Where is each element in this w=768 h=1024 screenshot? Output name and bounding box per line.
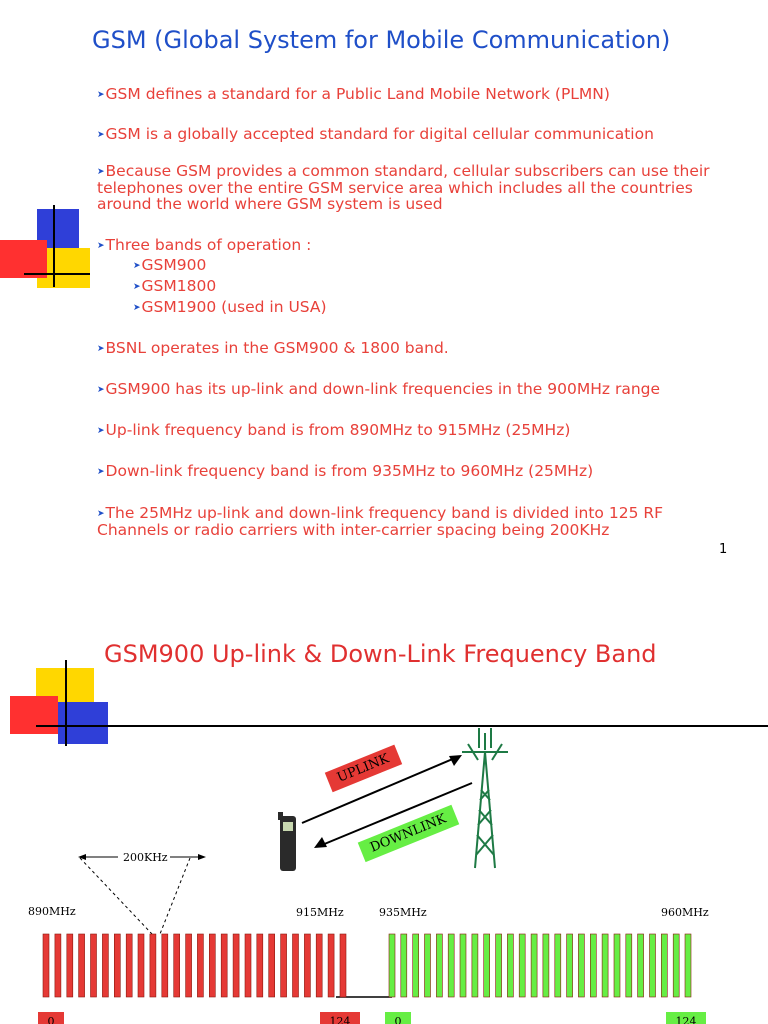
downlink-channel-bar [614,934,620,997]
downlink-label: DOWNLINK [358,805,459,862]
downlink-channel-bar [555,934,561,997]
uplink-channel-bar [328,934,334,997]
downlink-channel-bar [602,934,608,997]
bullet-item: ➤Because GSM provides a common standard, cellular subscribers can use their telephones over the entire GSM service area which includes all the countries around the world where GSM system is used [97,162,710,213]
uplink-channel-bar [304,934,310,997]
slide-2 [0,600,768,1024]
downlink-channel-first: 0 [385,1012,411,1024]
uplink-channel-bar [43,934,49,997]
bullet-item: ➤The 25MHz up-link and down-link frequency band is divided into 125 RF Channels or radio carriers with inter-carrier spacing being 200KHz [97,504,664,539]
bullet-item: ➤GSM defines a standard for a Public Land Mobile Network (PLMN) [97,85,610,103]
arrow-bullet-icon: ➤ [97,90,105,100]
downlink-channel-bar [425,934,431,997]
downlink-channel-bar [507,934,513,997]
uplink-channel-bar [293,934,299,997]
downlink-end-freq: 960MHz [661,906,709,919]
arrow-bullet-icon: ➤ [97,385,105,395]
uplink-channel-bar [126,934,132,997]
uplink-channel-bar [257,934,263,997]
slide-title: GSM (Global System for Mobile Communication) [92,26,671,54]
downlink-channel-bar [590,934,596,997]
arrow-bullet-icon: ➤ [97,130,105,140]
downlink-channel-bar [543,934,549,997]
uplink-channel-bar [269,934,275,997]
bullet-item: ➤Three bands of operation : [97,236,312,254]
downlink-channel-bar [578,934,584,997]
arrow-bullet-icon: ➤ [133,282,141,292]
uplink-channel-bar [281,934,287,997]
uplink-channel-bar [174,934,180,997]
downlink-channel-bar [460,934,466,997]
page-number: 1 [719,542,728,557]
downlink-channel-bar [531,934,537,997]
bullet-item: ➤Down-link frequency band is from 935MHz to 960MHz (25MHz) [97,462,594,480]
spacing-indicator [78,854,206,934]
bullet-item: ➤BSNL operates in the GSM900 & 1800 band. [97,339,449,357]
uplink-channel-bar [221,934,227,997]
uplink-channel-bar [150,934,156,997]
uplink-label: UPLINK [325,745,402,792]
downlink-channel-bar [638,934,644,997]
link-diagram [0,600,768,1024]
uplink-channel-bar [114,934,120,997]
uplink-channel-bar [55,934,61,997]
arrow-bullet-icon: ➤ [97,167,105,177]
downlink-start-freq: 935MHz [379,906,427,919]
downlink-channel-bar [389,934,395,997]
downlink-channel-bar [401,934,407,997]
uplink-channel-bars [43,934,346,997]
sub-bullet-item: ➤GSM1800 [133,277,217,295]
arrow-bullet-icon: ➤ [97,241,105,251]
tower-icon [462,728,508,868]
downlink-channel-bar [448,934,454,997]
uplink-channel-bar [79,934,85,997]
uplink-start-freq: 890MHz [28,905,76,918]
arrow-bullet-icon: ➤ [133,261,141,271]
downlink-channel-bar [650,934,656,997]
uplink-channel-bar [67,934,73,997]
downlink-channel-bar [661,934,667,997]
uplink-channel-bar [186,934,192,997]
uplink-channel-bar [209,934,215,997]
bullet-item: ➤Up-link frequency band is from 890MHz to 915MHz (25MHz) [97,421,571,439]
uplink-end-freq: 915MHz [296,906,344,919]
downlink-channel-bar [413,934,419,997]
downlink-channel-bar [496,934,502,997]
downlink-channel-last: 124 [666,1012,706,1024]
uplink-channel-bar [102,934,108,997]
spacing-label: 200KHz [123,851,168,864]
bullet-item: ➤GSM is a globally accepted standard for digital cellular communication [97,125,654,143]
downlink-channel-bar [673,934,679,997]
uplink-channel-bar [245,934,251,997]
downlink-channel-bar [685,934,691,997]
uplink-channel-bar [197,934,203,997]
uplink-channel-bar [162,934,168,997]
arrow-bullet-icon: ➤ [133,303,141,313]
downlink-channel-bar [472,934,478,997]
arrow-bullet-icon: ➤ [97,467,105,477]
sub-bullet-item: ➤GSM1900 (used in USA) [133,298,327,316]
downlink-channel-bars [389,934,691,997]
downlink-channel-bar [519,934,525,997]
slide-title: GSM900 Up-link & Down-Link Frequency Band [104,640,657,668]
sub-bullet-item: ➤GSM900 [133,256,207,274]
arrow-bullet-icon: ➤ [97,509,105,519]
downlink-channel-bar [567,934,573,997]
downlink-channel-bar [436,934,442,997]
uplink-channel-bar [340,934,346,997]
uplink-channel-bar [233,934,239,997]
downlink-channel-bar [484,934,490,997]
uplink-channel-bar [138,934,144,997]
uplink-channel-first: 0 [38,1012,64,1024]
arrow-bullet-icon: ➤ [97,426,105,436]
uplink-channel-bar [316,934,322,997]
bullet-item: ➤GSM900 has its up-link and down-link frequencies in the 900MHz range [97,380,661,398]
downlink-channel-bar [626,934,632,997]
uplink-channel-last: 124 [320,1012,360,1024]
mobile-phone-icon [278,812,296,871]
arrow-bullet-icon: ➤ [97,344,105,354]
uplink-channel-bar [91,934,97,997]
